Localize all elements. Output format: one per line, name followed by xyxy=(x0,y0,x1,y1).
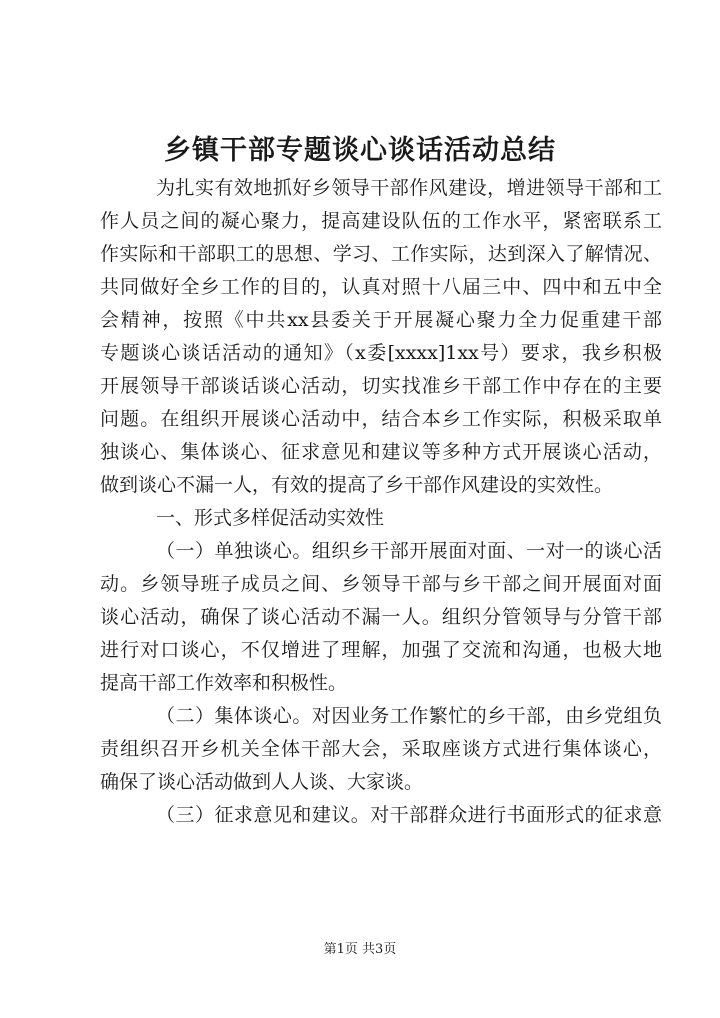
text-line: （一）单独谈心。组织乡干部开展面对面、一对一的谈心活 xyxy=(156,540,662,562)
text-line: 动。乡领导班子成员之间、乡领导干部与乡干部之间开展面对面 xyxy=(100,573,662,595)
text-line: 提高干部工作效率和积极性。 xyxy=(100,672,348,694)
text-line: 一、形式多样促活动实效性 xyxy=(156,507,385,529)
text-line: （二）集体谈心。对因业务工作繁忙的乡干部，由乡党组负 xyxy=(156,705,662,727)
text-line: 谈心活动，确保了谈心活动不漏一人。组织分管领导与分管干部 xyxy=(100,606,662,628)
text-line: 作人员之间的凝心聚力，提高建设队伍的工作水平，紧密联系工 xyxy=(100,210,662,232)
text-line: 问题。在组织开展谈心活动中，结合本乡工作实际，积极采取单 xyxy=(100,408,662,430)
text-line: 专题谈心谈话活动的通知》（x委[xxxx]1xx号）要求，我乡积极 xyxy=(100,342,662,364)
text-line: 独谈心、集体谈心、征求意见和建议等多种方式开展谈心活动， xyxy=(100,441,662,463)
document-title: 乡镇干部专题谈心谈话活动总结 xyxy=(164,135,556,166)
text-line: （三）征求意见和建议。对干部群众进行书面形式的征求意 xyxy=(156,804,662,826)
text-line: 开展领导干部谈话谈心活动，切实找准乡干部工作中存在的主要 xyxy=(100,375,662,397)
text-line: 做到谈心不漏一人，有效的提高了乡干部作风建设的实效性。 xyxy=(100,474,614,496)
page-number: 第1页 共3页 xyxy=(323,942,397,957)
text-line: 共同做好全乡工作的目的，认真对照十八届三中、四中和五中全 xyxy=(100,276,662,298)
text-line: 为扎实有效地抓好乡领导干部作风建设，增进领导干部和工 xyxy=(156,177,662,199)
text-line: 责组织召开乡机关全体干部大会，采取座谈方式进行集体谈心， xyxy=(100,738,662,760)
text-line: 作实际和干部职工的思想、学习、工作实际，达到深入了解情况、 xyxy=(100,243,662,265)
text-line: 会精神，按照《中共xx县委关于开展凝心聚力全力促重建干部 xyxy=(100,309,662,331)
text-line: 进行对口谈心，不仅增进了理解，加强了交流和沟通，也极大地 xyxy=(100,639,662,661)
text-line: 确保了谈心活动做到人人谈、大家谈。 xyxy=(100,771,424,793)
document-body xyxy=(100,172,662,832)
